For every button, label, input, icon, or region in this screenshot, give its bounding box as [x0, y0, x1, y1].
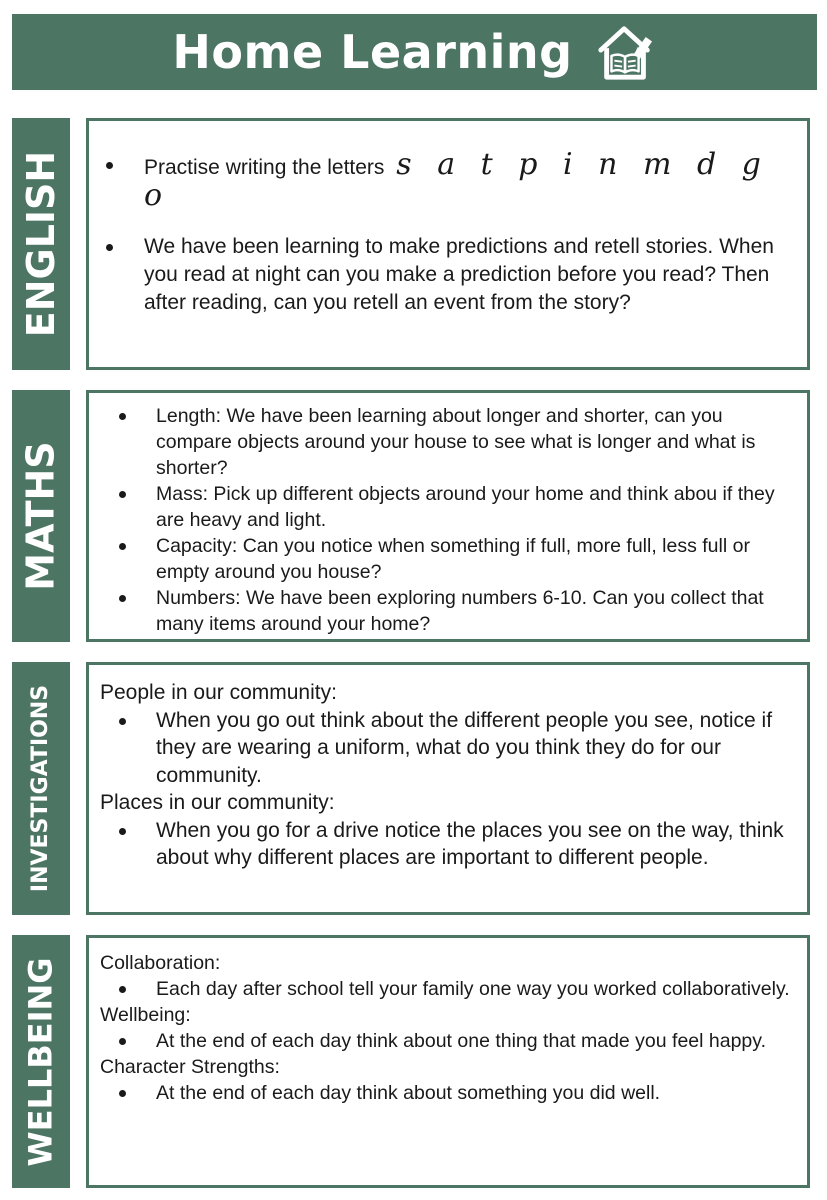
- investigations-tab: [12, 662, 70, 915]
- list-item: At the end of each day think about something you did well.: [156, 1080, 797, 1106]
- house-book-pencil-icon: [595, 21, 657, 83]
- group-heading: Places in our community:: [100, 791, 335, 814]
- investigations-section: [86, 662, 810, 915]
- wellbeing-tab: [12, 935, 70, 1188]
- investigations-list: [100, 817, 797, 872]
- list-item: Numbers: We have been exploring numbers 6-10. Can you collect that many items around your home?: [156, 585, 797, 637]
- group-heading: Collaboration:: [100, 952, 221, 974]
- list-item: When you go out think about the different people you see, notice if they are wearing a uniform, what do you think they do for our community.: [156, 707, 797, 790]
- page-title: Home Learning: [172, 25, 573, 79]
- list-item: Each day after school tell your family one way you worked collaboratively.: [156, 976, 797, 1002]
- list-item: Length: We have been learning about longer and shorter, can you compare objects around your house to see what is longer and what is shorter?: [156, 403, 797, 481]
- list-item: Capacity: Can you notice when something if full, more full, less full or empty around you house?: [156, 533, 797, 585]
- maths-label: MATHS: [19, 441, 63, 591]
- wellbeing-label: WELLBEING: [22, 956, 61, 1167]
- list-item: Practise writing the letters s a t p i n m d g o: [144, 151, 797, 213]
- list-item: At the end of each day think about one thing that made you feel happy.: [156, 1028, 797, 1054]
- group-heading: People in our community:: [100, 681, 337, 704]
- english-tab: [12, 118, 70, 370]
- group-heading: Character Strengths:: [100, 1056, 280, 1078]
- maths-list: [156, 403, 797, 637]
- english-list: [144, 147, 797, 317]
- maths-tab: [12, 390, 70, 642]
- wellbeing-section: [86, 935, 810, 1188]
- maths-section: [86, 390, 810, 642]
- wellbeing-list: [100, 976, 797, 1002]
- wellbeing-list: [100, 1080, 797, 1106]
- investigations-list: [100, 707, 797, 790]
- group-heading: Wellbeing:: [100, 1004, 191, 1026]
- list-item: Mass: Pick up different objects around your home and think abou if they are heavy and light.: [156, 481, 797, 533]
- english-section: [86, 118, 810, 370]
- page-header: [12, 14, 817, 90]
- letters-to-practise: s a t p i n m d g o: [144, 147, 769, 213]
- investigations-label: INVESTIGATIONS: [28, 684, 54, 893]
- english-label: ENGLISH: [19, 150, 64, 338]
- list-item: When you go for a drive notice the places you see on the way, think about why different places are important to different people.: [156, 817, 797, 872]
- wellbeing-list: [100, 1028, 797, 1054]
- list-item: We have been learning to make predictions and retell stories. When you read at night can you make a prediction before you read? Then after reading, can you retell an event from the story?: [144, 233, 797, 317]
